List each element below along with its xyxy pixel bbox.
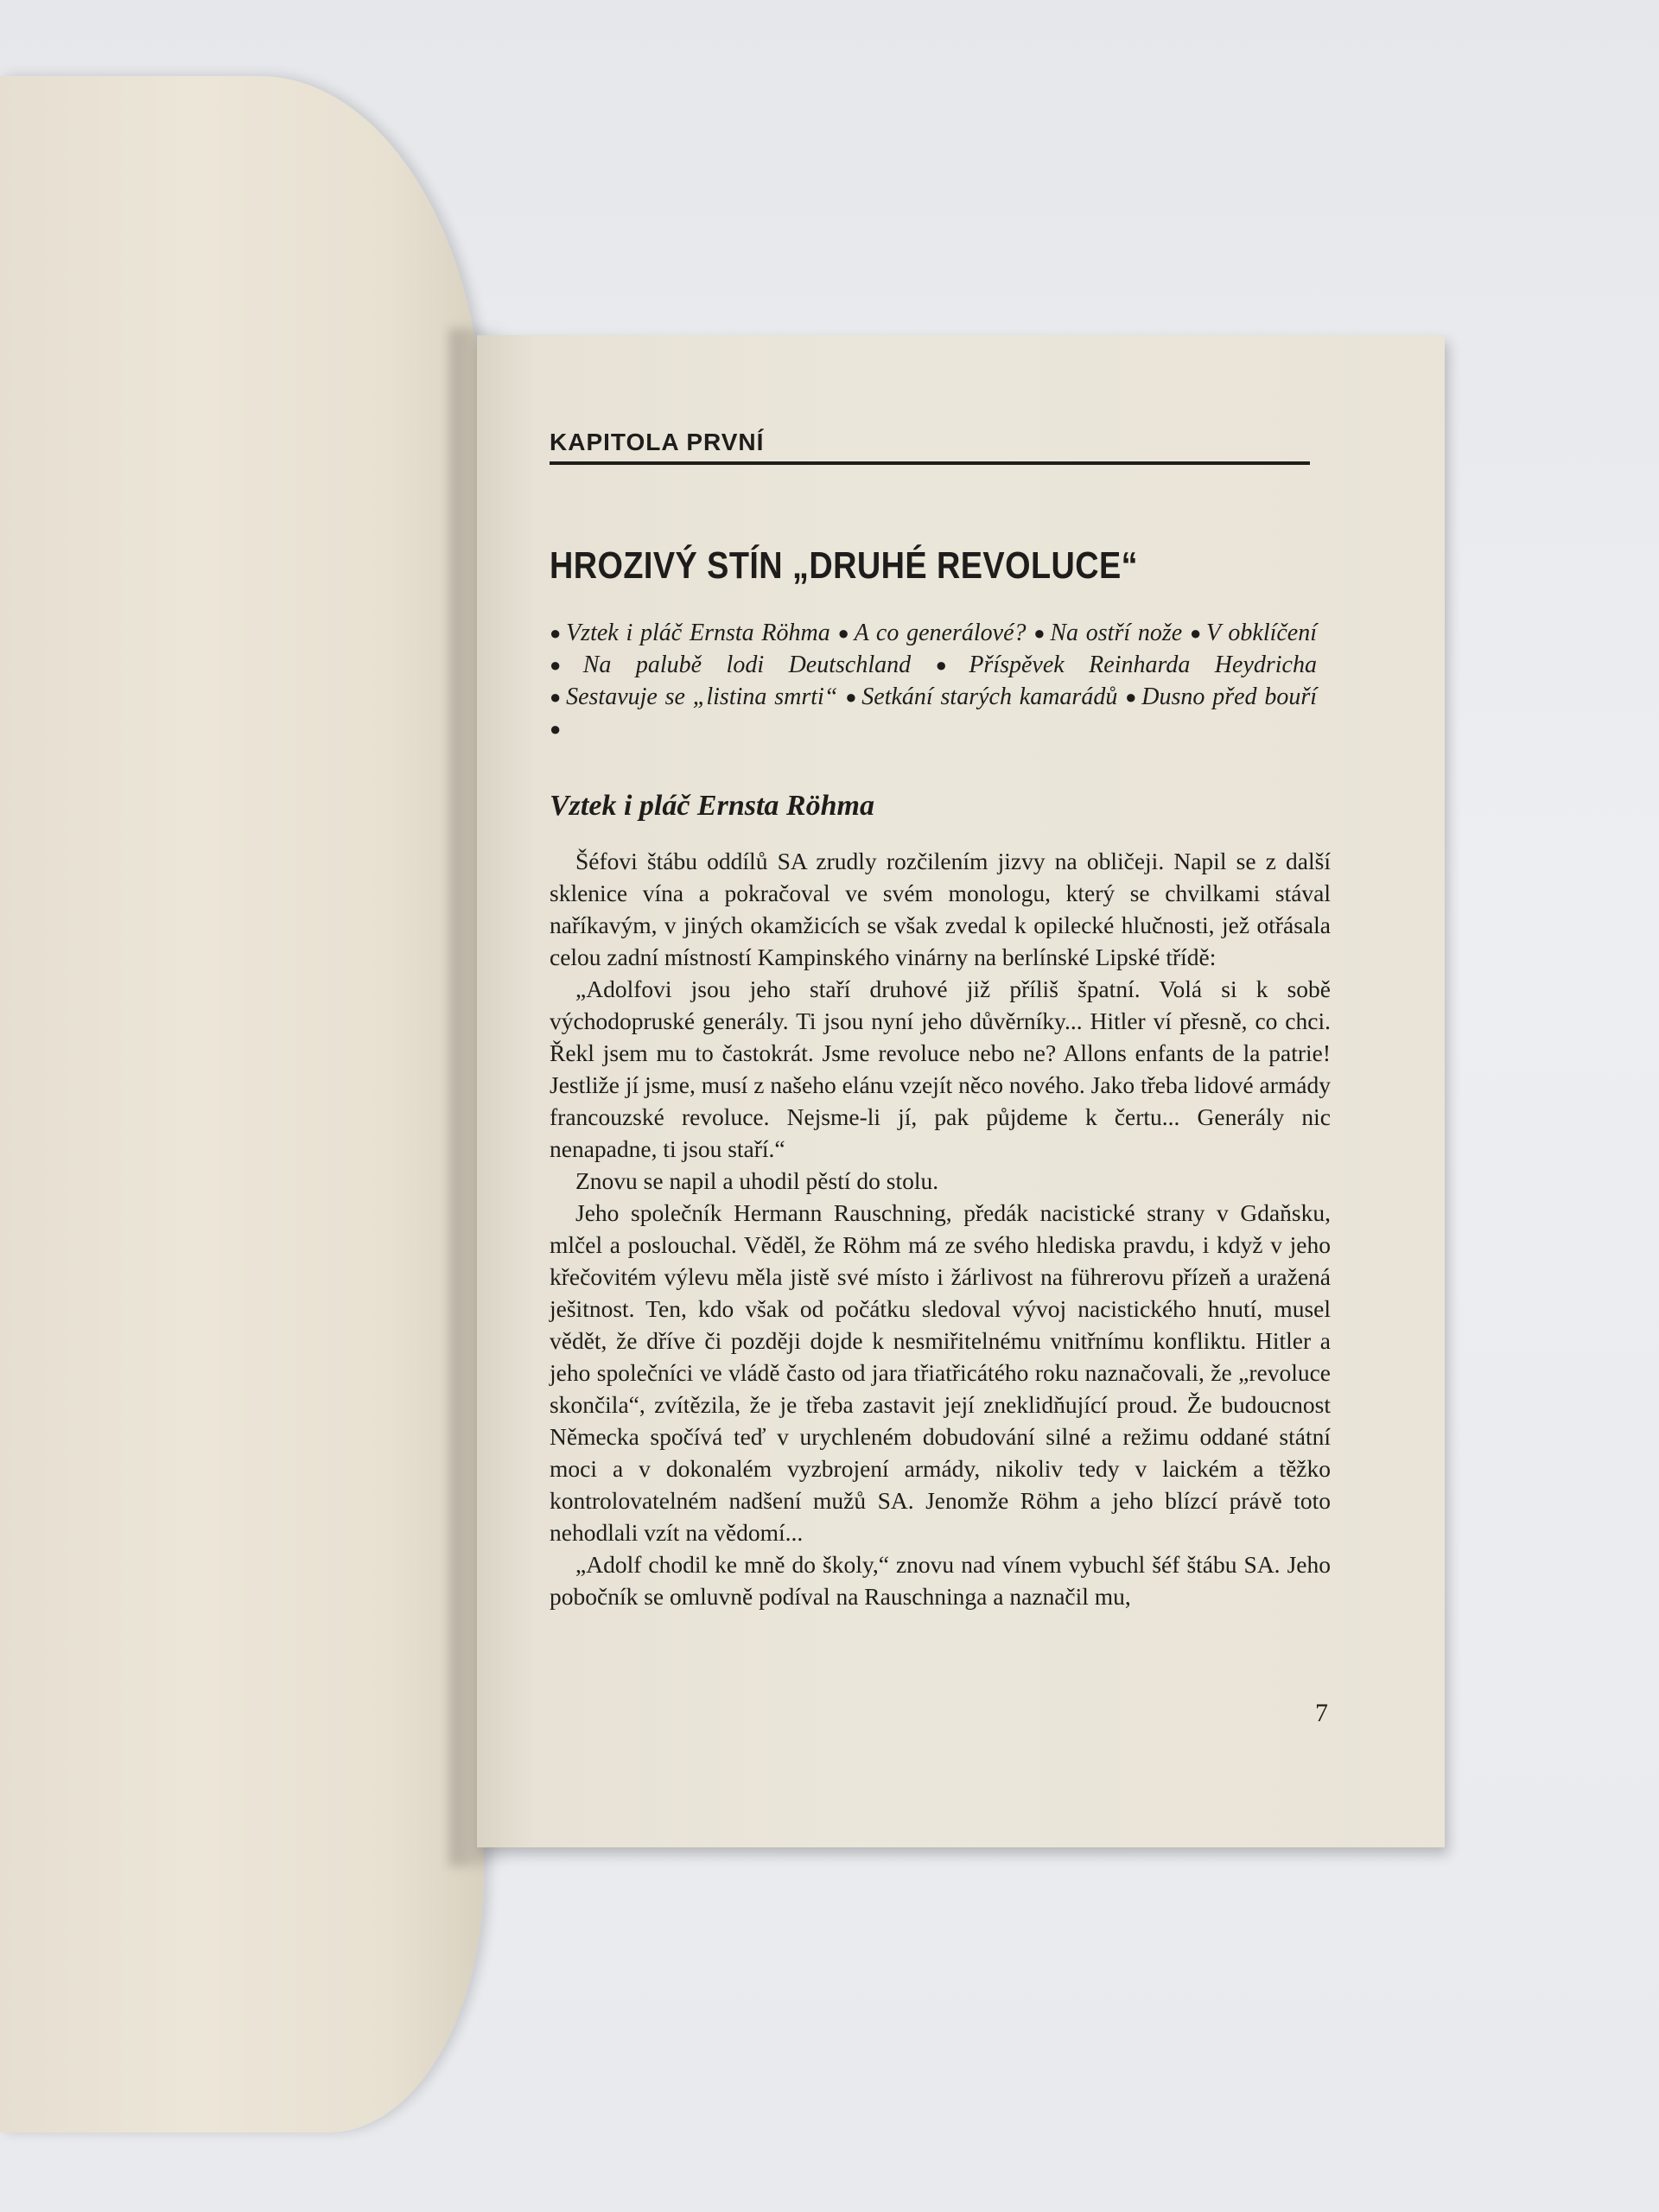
paragraph: „Adolfovi jsou jeho staří druhové již příliš špatní. Volá si k sobě východopruské generály. Ti jsou nyní jeho důvěrníky... Hitler ví přesně, co chci. Řekl jsem mu to častokrát. Jsme revoluce nebo ne? Allons enfants de la patrie! Jestliže jí jsme, musí z našeho elánu vzejít něco nového. Jako třeba lidové armády francouzské revoluce. Nejsme-li jí, pak půjdeme k čertu... Generály nic nenapadne, ti jsou staří.“ bbox=[550, 976, 1331, 1162]
page-content bbox=[550, 429, 1331, 1612]
paragraph: Šéfovi štábu oddílů SA zrudly rozčilením jizvy na obličeji. Napil se z další sklenice vína a pokračoval ve svém monologu, který se chvilkami stával naříkavým, v jiných okamžicích se však zvedal k opilecké hlučnosti, jež otřásala celou zadní místností Kampinského vinárny na berlínské Lipské třídě: bbox=[550, 848, 1331, 970]
topic-list bbox=[550, 617, 1317, 745]
topic-item: V obklíčení bbox=[1206, 620, 1318, 646]
bullet-icon: ● bbox=[845, 686, 859, 708]
topic-item: Na palubě lodi Deutschland bbox=[582, 652, 912, 678]
bullet-icon: ● bbox=[550, 686, 563, 708]
topic-item: Setkání starých kamarádů bbox=[861, 683, 1118, 710]
chapter-title: HROZIVÝ STÍN „DRUHÉ REVOLUCE“ bbox=[550, 544, 1139, 587]
bullet-icon: ● bbox=[837, 622, 851, 644]
topic-item: A co generálové? bbox=[854, 620, 1027, 646]
bullet-icon: ● bbox=[1189, 622, 1204, 644]
left-page bbox=[0, 76, 484, 2133]
bullet-icon: ● bbox=[1125, 686, 1139, 708]
paragraph: Jeho společník Hermann Rauschning, předák nacistické strany v Gdaňsku, mlčel a poslouchal. Věděl, že Röhm má ze svého hlediska pravdu, i když v jeho křečovitém výlevu měla jistě své místo i žárlivost na führerovu přízeň a uražená ješitnost. Ten, kdo však od počátku sledoval vývoj nacistického hnutí, musel vědět, že dříve či později dojde k nesmiřitelnému vnitřnímu konfliktu. Hitler a jeho společníci ve vládě často od jara třiatřicátého roku naznačovali, že „revoluce skončila“, zvítězila, že je třeba zastavit její zneklidňující proud. Že budoucnost Německa spočívá teď v urychleném dobudování silné a režimu oddané státní moci a v dokonalém vyzbrojení armády, nikoliv tedy v laickém a těžko kontrolovatelném nadšení mužů SA. Jenomže Röhm a jeho blízcí právě toto nehodlali vzít na vědomí... bbox=[550, 1199, 1331, 1546]
topic-item: Příspěvek Reinharda Heydricha bbox=[969, 652, 1317, 678]
bullet-icon: ● bbox=[550, 654, 580, 676]
paragraph: „Adolf chodil ke mně do školy,“ znovu nad vínem vybuchl šéf štábu SA. Jeho pobočník se omluvně podíval na Rauschninga a naznačil mu, bbox=[550, 1551, 1331, 1610]
chapter-label: KAPITOLA PRVNÍ bbox=[550, 429, 1310, 465]
bullet-icon: ● bbox=[550, 622, 563, 644]
topic-item: Vztek i pláč Ernsta Röhma bbox=[566, 620, 830, 646]
paragraph: Znovu se napil a uhodil pěstí do stolu. bbox=[575, 1167, 939, 1194]
bullet-icon: ● bbox=[1033, 622, 1047, 644]
bullet-icon: ● bbox=[550, 718, 562, 740]
page-number: 7 bbox=[1315, 1699, 1328, 1727]
section-heading: Vztek i pláč Ernsta Röhma bbox=[550, 790, 874, 822]
topic-item: Sestavuje se „listina smrti“ bbox=[566, 683, 838, 710]
bullet-icon: ● bbox=[935, 654, 966, 676]
topic-item: Dusno před bouří bbox=[1141, 683, 1318, 710]
topic-item: Na ostří nože bbox=[1050, 620, 1183, 646]
body-text bbox=[550, 845, 1331, 1612]
